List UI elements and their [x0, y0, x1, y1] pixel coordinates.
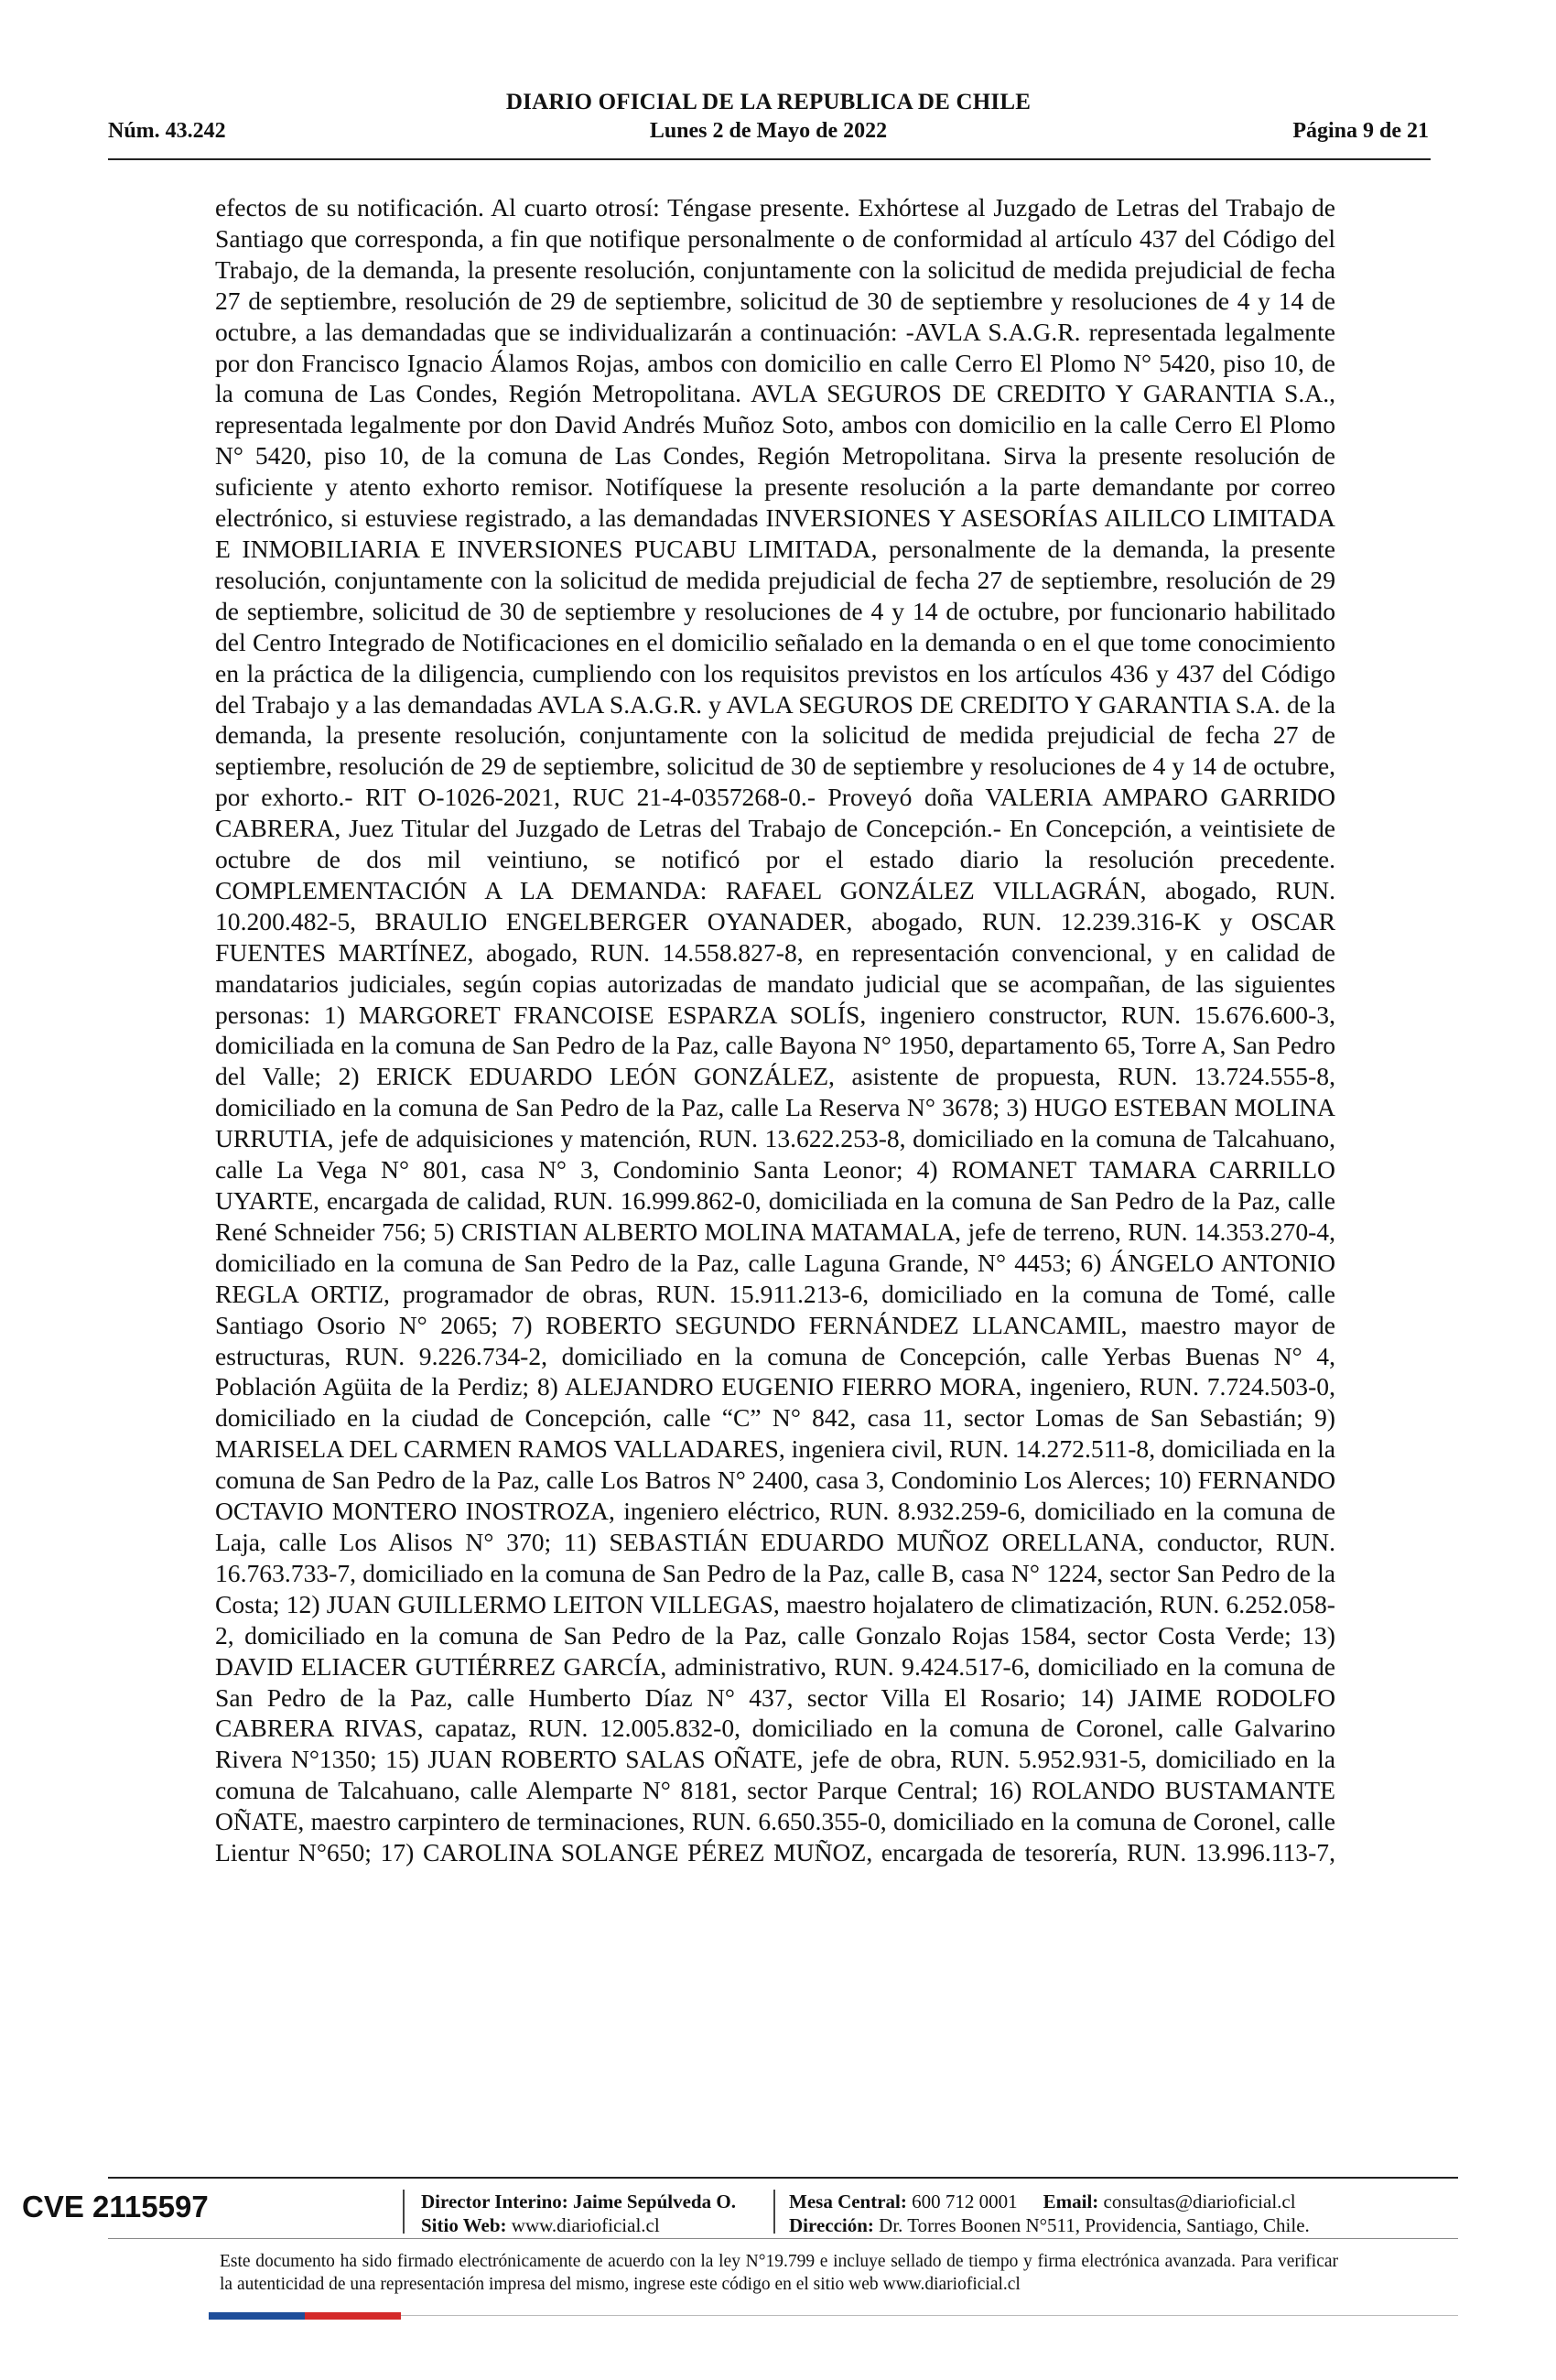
chile-flag-bar	[209, 2312, 401, 2320]
mesa-phone: 600 712 0001	[912, 2191, 1018, 2212]
header-divider	[108, 158, 1431, 160]
footer-contact-block	[789, 2190, 1310, 2237]
mesa-label: Mesa Central:	[789, 2191, 907, 2212]
legal-divider	[108, 2238, 1458, 2239]
footer-director-block	[421, 2190, 736, 2237]
email-label: Email:	[1043, 2191, 1099, 2212]
page-header	[108, 90, 1429, 154]
issue-date: Lunes 2 de Mayo de 2022	[649, 119, 888, 143]
site-link[interactable]: www.diarioficial.cl	[511, 2214, 660, 2236]
director-name: Jaime Sepúlveda O.	[573, 2191, 736, 2212]
page-number: Página 9 de 21	[1292, 119, 1429, 143]
publication-title: DIARIO OFICIAL DE LA REPUBLICA DE CHILE	[505, 90, 1032, 114]
issue-number: Núm. 43.242	[108, 119, 226, 143]
director-label: Director Interino:	[421, 2191, 568, 2212]
address-value: Dr. Torres Boonen N°511, Providencia, Santiago, Chile.	[879, 2214, 1310, 2236]
footer-separator	[773, 2190, 775, 2234]
cve-code: CVE 2115597	[22, 2190, 209, 2223]
footer-separator	[403, 2190, 405, 2234]
flag-red-segment	[305, 2312, 401, 2320]
email-link[interactable]: consultas@diarioficial.cl	[1103, 2191, 1296, 2212]
footer-divider	[108, 2177, 1458, 2179]
legal-notice: Este documento ha sido firmado electrónicamente de acuerdo con la ley N°19.799 e incluye sellado de tiempo y firma electrónica avanzada. Para verificar la autenticidad de una representación impresa del mismo, ingrese este código en el sitio web www.diarioficial.cl	[220, 2252, 1338, 2294]
body-text: efectos de su notificación. Al cuarto otrosí: Téngase presente. Exhórtese al Juzgado de Letras del Trabajo de Santiago que corresponda, a fin que notifique personalmente o de conformidad al artículo 437 del Código del Trabajo, de la demanda, la presente resolución, conjuntamente con la solicitud de medida prejudicial de fecha 27 de septiembre, resolución de 29 de septiembre, solicitud de 30 de septiembre y resoluciones de 4 y 14 de octubre, a las demandadas que se individualizarán a continuación: -AVLA S.A.G.R. representada legalmente por don Francisco Ignacio Álamos Rojas, ambos con domicilio en calle Cerro El Plomo N° 5420, piso 10, de la comuna de Las Condes, Región Metropolitana. AVLA SEGUROS DE CREDITO Y GARANTIA S.A., representada legalmente por don David Andrés Muñoz Soto, ambos con domicilio en la calle Cerro El Plomo N° 5420, piso 10, de la comuna de Las Condes, Región Metropolitana. Sirva la presente resolución de suficiente y atento exhorto remisor. Notifíquese la presente resolución a la parte demandante por correo electrónico, si estuviese registrado, a las demandadas INVERSIONES Y ASESORÍAS AILILCO LIMITADA E INMOBILIARIA E INVERSIONES PUCABU LIMITADA, personalmente de la demanda, la presente resolución, conjuntamente con la solicitud de medida prejudicial de fecha 27 de septiembre, resolución de 29 de septiembre, solicitud de 30 de septiembre y resoluciones de 4 y 14 de octubre, por funcionario habilitado del Centro Integrado de Notificaciones en el domicilio señalado en la demanda o en el que tome conocimiento en la práctica de la diligencia, cumpliendo con los requisitos previstos en los artículos 436 y 437 del Código del Trabajo y a las demandadas AVLA S.A.G.R. y AVLA SEGUROS DE CREDITO Y GARANTIA S.A. de la demanda, la presente resolución, conjuntamente con la solicitud de medida prejudicial de fecha 27 de septiembre, resolución de 29 de septiembre, solicitud de 30 de septiembre y resoluciones de 4 y 14 de octubre, por exhorto.- RIT O-1026-2021, RUC 21-4-0357268-0.- Proveyó doña VALERIA AMPARO GARRIDO CABRERA, Juez Titular del Juzgado de Letras del Trabajo de Concepción.- En Concepción, a veintisiete de octubre de dos mil veintiuno, se notificó por el estado diario la resolución precedente. COMPLEMENTACIÓN A LA DEMANDA: RAFAEL GONZÁLEZ VILLAGRÁN, abogado, RUN. 10.200.482-5, BRAULIO ENGELBERGER OYANADER, abogado, RUN. 12.239.316-K y OSCAR FUENTES MARTÍNEZ, abogado, RUN. 14.558.827-8, en representación convencional, y en calidad de mandatarios judiciales, según copias autorizadas de mandato judicial que se acompañan, de las siguientes personas: 1) MARGORET FRANCOISE ESPARZA SOLÍS, ingeniero constructor, RUN. 15.676.600-3, domiciliada en la comuna de San Pedro de la Paz, calle Bayona N° 1950, departamento 65, Torre A, San Pedro del Valle; 2) ERICK EDUARDO LEÓN GONZÁLEZ, asistente de propuesta, RUN. 13.724.555-8, domiciliado en la comuna de San Pedro de la Paz, calle La Reserva N° 3678; 3) HUGO ESTEBAN MOLINA URRUTIA, jefe de adquisiciones y matención, RUN. 13.622.253-8, domiciliado en la comuna de Talcahuano, calle La Vega N° 801, casa N° 3, Condominio Santa Leonor; 4) ROMANET TAMARA CARRILLO UYARTE, encargada de calidad, RUN. 16.999.862-0, domiciliada en la comuna de San Pedro de la Paz, calle René Schneider 756; 5) CRISTIAN ALBERTO MOLINA MATAMALA, jefe de terreno, RUN. 14.353.270-4, domiciliado en la comuna de San Pedro de la Paz, calle Laguna Grande, N° 4453; 6) ÁNGELO ANTONIO REGLA ORTIZ, programador de obras, RUN. 15.911.213-6, domiciliado en la comuna de Tomé, calle Santiago Osorio N° 2065; 7) ROBERTO SEGUNDO FERNÁNDEZ LLANCAMIL, maestro mayor de estructuras, RUN. 9.226.734-2, domiciliado en la comuna de Concepción, calle Yerbas Buenas N° 4, Población Agüita de la Perdiz; 8) ALEJANDRO EUGENIO FIERRO MORA, ingeniero, RUN. 7.724.503-0, domiciliado en la ciudad de Concepción, calle “C” N° 842, casa 11, sector Lomas de San Sebastián; 9) MARISELA DEL CARMEN RAMOS VALLADARES, ingeniera civil, RUN. 14.272.511-8, domiciliada en la comuna de San Pedro de la Paz, calle Los Batros N° 2400, casa 3, Condominio Los Alerces; 10) FERNANDO OCTAVIO MONTERO INOSTROZA, ingeniero eléctrico, RUN. 8.932.259-6, domiciliado en la comuna de Laja, calle Los Alisos N° 370; 11) SEBASTIÁN EDUARDO MUÑOZ ORELLANA, conductor, RUN. 16.763.733-7, domiciliado en la comuna de San Pedro de la Paz, calle B, casa N° 1224, sector San Pedro de la Costa; 12) JUAN GUILLERMO LEITON VILLEGAS, maestro hojalatero de climatización, RUN. 6.252.058-2, domiciliado en la comuna de San Pedro de la Paz, calle Gonzalo Rojas 1584, sector Costa Verde; 13) DAVID ELIACER GUTIÉRREZ GARCÍA, administrativo, RUN. 9.424.517-6, domiciliado en la comuna de San Pedro de la Paz, calle Humberto Díaz N° 437, sector Villa El Rosario; 14) JAIME RODOLFO CABRERA RIVAS, capataz, RUN. 12.005.832-0, domiciliado en la comuna de Coronel, calle Galvarino Rivera N°1350; 15) JUAN ROBERTO SALAS OÑATE, jefe de obra, RUN. 5.952.931-5, domiciliado en la comuna de Talcahuano, calle Alemparte N° 8181, sector Parque Central; 16) ROLANDO BUSTAMANTE OÑATE, maestro carpintero de terminaciones, RUN. 6.650.355-0, domiciliado en la comuna de Coronel, calle Lientur N°650; 17) CAROLINA SOLANGE PÉREZ MUÑOZ, encargada de tesorería, RUN. 13.996.113-7,	[215, 193, 1336, 1867]
address-label: Dirección:	[789, 2214, 874, 2236]
site-label: Sitio Web:	[421, 2214, 507, 2236]
flag-blue-segment	[209, 2312, 305, 2320]
bottom-rule	[401, 2315, 1458, 2316]
